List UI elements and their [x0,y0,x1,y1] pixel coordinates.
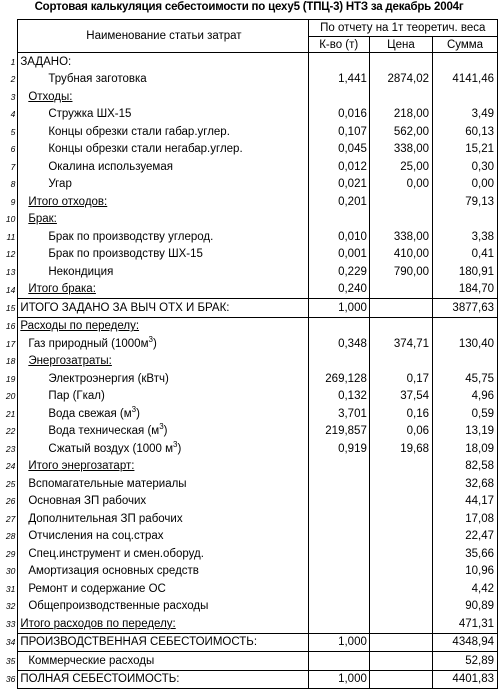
row-name [18,335,308,353]
row-sum [433,317,498,335]
row-name-text: ЗАДАНО: [20,55,72,68]
row-name [18,598,308,616]
row-price: 2874,02 [369,71,432,89]
row-price [369,652,432,671]
row-number: 33 [5,619,16,629]
table-row [0,670,498,689]
table-row [0,263,498,281]
table-row [0,211,498,229]
row-price [369,281,432,299]
row-number: 28 [5,531,16,542]
row-name [18,458,308,476]
row-number: 34 [5,637,16,648]
row-price [369,193,432,211]
row-name-text: Вспомагательные материалы [28,477,187,490]
row-name [18,353,308,371]
row-name-text: Амортизация основных средств [28,565,199,578]
row-sum [433,353,498,371]
table-row [0,545,498,563]
row-name [18,670,308,689]
row-number: 7 [10,161,16,172]
row-name [18,246,308,264]
row-qty: 0,201 [308,193,369,211]
row-qty: 0,132 [308,388,369,406]
row-number: 21 [5,408,16,419]
row-price: 19,68 [369,440,432,458]
unit-exponent: 3 [131,405,137,414]
row-sum: 4348,94 [433,633,498,652]
table-row [0,528,498,546]
row-number: 9 [10,196,16,207]
row-sum: 44,17 [433,493,498,511]
row-name-text: Вода свежая (м [48,407,132,420]
table-row [0,299,498,318]
row-name-text: Спец.инструмент и смен.оборуд. [28,547,204,560]
row-number: 26 [5,496,16,507]
row-qty: 1,441 [308,71,369,89]
row-sum: 3877,63 [433,299,498,318]
row-qty: 0,016 [308,106,369,124]
table-row [0,193,498,211]
row-name [18,141,308,159]
table-row [0,370,498,388]
row-sum: 79,13 [433,193,498,211]
row-name [18,158,308,176]
row-number: 30 [5,566,16,577]
row-qty [308,545,369,563]
row-sum: 4401,83 [433,670,498,689]
row-sum: 32,68 [433,475,498,493]
row-name [18,71,308,89]
row-price [369,317,432,335]
row-name-text: Дополнительная ЗП рабочих [28,512,183,525]
row-qty: 0,919 [308,440,369,458]
row-name-text: Энергозатраты: [28,355,112,368]
row-number: 16 [5,321,16,331]
table-row [0,405,498,423]
row-name-text: Итого брака: [28,283,96,296]
row-number: 3 [10,91,16,102]
row-sum: 0,41 [433,246,498,264]
row-name [18,193,308,211]
table-row [0,317,498,335]
row-sum: 45,75 [433,370,498,388]
row-name-text: Брак по производству углерод. [48,230,214,243]
row-name-text: Итого энергозатарт: [28,460,135,473]
header-qty: К-во (т) [308,37,369,53]
row-price: 0,00 [369,176,432,194]
table-row [0,141,498,159]
row-qty: 0,240 [308,281,369,299]
row-name [18,211,308,229]
table-row [0,335,498,353]
row-sum: 10,96 [433,563,498,581]
row-name [18,370,308,388]
row-name [18,88,308,106]
row-price [369,510,432,528]
row-qty: 1,000 [308,299,369,318]
row-sum: 60,13 [433,123,498,141]
unit-exponent: 3 [148,335,153,344]
row-name [18,176,308,194]
table-row [0,440,498,458]
row-qty [308,563,369,581]
row-name-text: Брак по производству ШХ-15 [48,248,203,261]
row-name-text: ПРОИЗВОДСТВЕННАЯ СЕБЕСТОИМОСТЬ: [20,636,258,649]
row-price [369,211,432,229]
row-number: 31 [5,583,16,594]
table-row [0,423,498,441]
row-name [18,228,308,246]
row-name-text: Концы обрезки стали габар.углер. [48,125,230,138]
row-name-text: Отчисления на соц.страх [28,530,164,543]
row-number: 29 [5,548,16,559]
row-number: 17 [5,338,16,349]
row-price: 562,00 [369,123,432,141]
table-row [0,615,498,633]
row-qty [308,475,369,493]
row-number: 36 [5,674,16,685]
row-name-text: Общепроизводственные расходы [28,600,209,613]
row-name-text: Концы обрезки стали негабар.углер. [48,143,243,156]
table-row [0,510,498,528]
row-price [369,598,432,616]
row-price: 790,00 [369,263,432,281]
row-qty [308,53,369,71]
row-price: 410,00 [369,246,432,264]
row-price [369,528,432,546]
row-qty [308,615,369,633]
row-qty: 3,701 [308,405,369,423]
table-row [0,598,498,616]
row-name [18,475,308,493]
row-name-text: Итого расходов по переделу: [20,617,176,630]
row-sum: 18,09 [433,440,498,458]
row-name [18,281,308,299]
row-number: 1 [10,56,16,67]
row-qty: 0,012 [308,158,369,176]
row-qty: 0,348 [308,335,369,353]
row-name-text: Газ природный (1000м [28,337,149,350]
row-price [369,545,432,563]
row-qty [308,580,369,598]
row-price: 338,00 [369,141,432,159]
row-qty: 0,021 [308,176,369,194]
row-qty: 0,107 [308,123,369,141]
row-number: 15 [5,302,16,313]
row-sum [433,211,498,229]
row-name [18,299,308,318]
row-price: 0,16 [369,405,432,423]
row-sum: 180,91 [433,263,498,281]
row-sum: 22,47 [433,528,498,546]
cost-table [0,19,498,689]
row-price [369,458,432,476]
row-number: 25 [5,478,16,489]
row-number: 20 [5,391,16,402]
row-sum: 0,30 [433,158,498,176]
row-sum: 130,40 [433,335,498,353]
unit-exponent: 3 [173,440,178,449]
table-row [0,71,498,89]
row-name [18,545,308,563]
row-qty: 0,229 [308,263,369,281]
row-name [18,633,308,652]
row-number: 13 [5,266,16,277]
row-name-text: Трубная заготовка [48,73,147,86]
row-price: 0,17 [369,370,432,388]
row-name [18,388,308,406]
row-name [18,263,308,281]
row-name [18,53,308,71]
page-title: Сортовая калькуляция себестоимости по цеху5 (ТПЦ-3) НТЗ за декабрь 2004г [34,1,464,13]
table-row [0,246,498,264]
row-name [18,405,308,423]
table-row [0,106,498,124]
row-name [18,123,308,141]
row-sum: 17,08 [433,510,498,528]
header-price: Цена [369,37,432,53]
row-price: 218,00 [369,106,432,124]
row-qty: 269,128 [308,370,369,388]
row-price: 37,54 [369,388,432,406]
table-row [0,123,498,141]
row-qty [308,458,369,476]
row-price [369,633,432,652]
row-name-text: Окалина используемая [48,160,173,173]
row-price [369,563,432,581]
row-price [369,475,432,493]
row-price [369,299,432,318]
table-row [0,158,498,176]
row-number: 11 [6,231,16,242]
row-name-text: Итого отходов: [28,195,108,208]
row-sum: 3,49 [433,106,498,124]
row-number: 32 [5,601,16,612]
row-qty [308,510,369,528]
table-row [0,493,498,511]
row-price [369,580,432,598]
row-price [369,670,432,689]
header-name: Наименование статьи затрат [18,20,308,53]
table-row [0,228,498,246]
row-number: 14 [5,284,16,295]
table-row [0,53,498,71]
unit-exponent: 3 [159,422,164,432]
row-number: 6 [10,144,16,155]
table-row [0,652,498,671]
row-price: 374,71 [369,335,432,353]
row-sum: 4141,46 [433,71,498,89]
row-number: 8 [10,179,16,190]
table-row [0,388,498,406]
row-name-text: Некондиция [48,265,114,278]
row-number: 2 [10,74,16,85]
row-price [369,53,432,71]
row-name-text: Вода техническая (м [48,425,160,438]
row-qty: 0,010 [308,228,369,246]
row-number: 27 [5,513,16,524]
row-price [369,615,432,633]
row-sum: 0,00 [433,176,498,194]
row-name-text: Коммерческие расходы [28,654,155,667]
row-qty: 0,001 [308,246,369,264]
header-sum: Сумма [433,37,498,53]
table-row [0,281,498,299]
unit-tail: ) [177,442,182,455]
table-row [0,458,498,476]
row-name-text: Ремонт и содержание ОС [28,582,166,595]
row-number-header [0,20,18,53]
row-name [18,615,308,633]
row-name [18,652,308,671]
row-number: 5 [10,126,16,137]
row-name-text: Расходы по переделу: [20,320,140,333]
row-number: 23 [5,443,16,454]
row-sum: 0,59 [433,405,498,423]
row-qty [308,652,369,671]
row-number: 4 [10,109,16,120]
row-sum: 4,96 [433,388,498,406]
row-name [18,493,308,511]
row-name-text: Угар [48,178,72,191]
row-qty [308,88,369,106]
row-price: 25,00 [369,158,432,176]
row-number: 10 [5,214,16,225]
row-qty [308,528,369,546]
unit-tail: ) [136,407,140,420]
row-qty [308,493,369,511]
row-name-text: Стружка ШХ-15 [48,108,132,121]
row-sum: 82,58 [433,458,498,476]
row-name [18,563,308,581]
table-row [0,633,498,652]
row-price [369,353,432,371]
row-qty [308,211,369,229]
row-name [18,510,308,528]
row-sum: 52,89 [433,652,498,671]
row-number: 22 [5,426,16,437]
row-sum: 13,19 [433,423,498,441]
row-price: 338,00 [369,228,432,246]
unit-tail: ) [152,337,157,350]
row-name-text: ПОЛНАЯ СЕБЕСТОИМОСТЬ: [20,673,180,686]
table-body [0,53,498,689]
row-number: 19 [5,373,16,384]
row-price [369,493,432,511]
row-price: 0,06 [369,423,432,441]
row-number: 24 [5,461,16,472]
header-group: По отчету на 1т теоретич. веса [308,20,497,37]
row-name [18,423,308,441]
row-sum: 184,70 [433,281,498,299]
row-sum: 471,31 [433,615,498,633]
row-qty: 219,857 [308,423,369,441]
row-name-text: Электроэнергия (кВтч) [48,372,169,385]
table-row [0,475,498,493]
table-row [0,88,498,106]
table-row [0,176,498,194]
row-name [18,528,308,546]
row-sum: 3,38 [433,228,498,246]
row-name-text: Брак: [28,213,57,226]
row-name-text: Сжатый воздух (1000 м [48,442,174,455]
row-name [18,106,308,124]
row-qty [308,317,369,335]
row-qty: 0,045 [308,141,369,159]
row-sum [433,88,498,106]
row-name [18,580,308,598]
row-name-text: ИТОГО ЗАДАНО ЗА ВЫЧ ОТХ И БРАК: [20,301,230,314]
row-number: 12 [5,249,16,260]
table-row [0,353,498,371]
unit-tail: ) [163,425,168,438]
row-sum: 90,89 [433,598,498,616]
row-qty: 1,000 [308,633,369,652]
row-number: 35 [5,655,16,666]
row-name-text: Основная ЗП рабочих [28,495,147,508]
row-qty [308,353,369,371]
row-qty [308,598,369,616]
table-row [0,580,498,598]
row-sum: 4,42 [433,580,498,598]
table-row [0,563,498,581]
row-sum [433,53,498,71]
row-qty: 1,000 [308,670,369,689]
row-name-text: Отходы: [28,90,73,103]
row-name [18,440,308,458]
row-sum: 15,21 [433,141,498,159]
row-sum: 35,66 [433,545,498,563]
row-number: 18 [5,356,16,367]
row-price [369,88,432,106]
row-name-text: Пар (Гкал) [48,390,105,403]
row-name [18,317,308,335]
